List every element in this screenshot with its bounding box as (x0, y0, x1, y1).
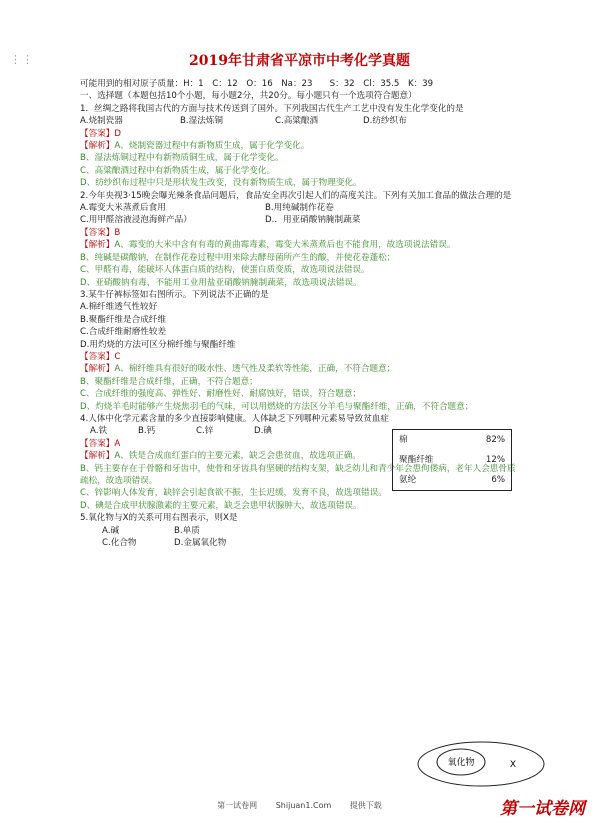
question-2-stem: 2.今年央视3·15晚会曝光辣条食品问题后，食品安全再次引起人们的高度关注。下列有关加工食品的做法合理的是 (80, 190, 512, 201)
analysis-line: B、纯碱是碳酸钠，在制作花卷过程中用来除去酵母菌所产生的酸，并使花卷蓬松； (80, 252, 396, 263)
question-2-analysis (80, 239, 520, 251)
question-2-options-row2 (80, 214, 520, 226)
table-row (393, 470, 512, 491)
question-5-stem: 5.氧化物与X的关系可用右图表示，则X是 (80, 513, 238, 524)
question-3-stem: 3.某牛仔裤标签如右图所示。下列说法不正确的是 (80, 289, 269, 300)
table-cell-name: 棉 (399, 435, 408, 445)
analysis-tag: 【解析】 (80, 451, 115, 462)
table-cell-pct: 82% (485, 435, 505, 445)
atomic-mass-line: 可能用到的相对原子质量：H：1 C：12 O：16 Na：23 S：32 Cl：35.5 K：39 (80, 79, 434, 89)
question-4-stem: 4.人体中化学元素含量的多少直接影响健康。人体缺乏下列哪种元素易导致贫血症 (80, 413, 389, 424)
footer-domain: Shijuan1.Com (275, 801, 332, 810)
option-d: D.碘 (254, 426, 272, 437)
analysis-line: D、亚硝酸钠有毒，不能用工业用盐亚硝酸钠腌制蔬菜，故选项说法错误。 (80, 277, 362, 288)
question-5-options-row2 (80, 537, 520, 549)
analysis-line: C、锌影响人体发育，缺锌会引起食欲不振，生长迟缓，发育不良，故选项错误。 (80, 488, 387, 499)
analysis-tag: 【解析】 (80, 240, 115, 251)
question-4-answer: 【答案】A (80, 438, 121, 449)
option-a: A.碱 (102, 525, 120, 536)
footer-provider: 提供下载 (349, 801, 382, 810)
analysis-line: A、烧制瓷器过程中有新物质生成，属于化学变化。 (114, 141, 310, 152)
option-b: B.聚酯纤维是合成纤维 (80, 314, 166, 325)
venn-outer-label: X (509, 760, 517, 770)
option-a: A.棉纤维透气性较好 (80, 302, 158, 313)
question-1-analysis (80, 140, 520, 152)
option-a: A.霉变大米蒸煮后食用 (80, 203, 166, 214)
section-heading: 一、选择题（本题包括10个小题，每小题2分，共20分。每小题只有一个选项符合题意） (80, 91, 417, 102)
analysis-line: B、聚酯纤维是合成纤维，正确，不符合题意； (80, 376, 258, 387)
analysis-line: C、甲醛有毒，能破坏人体蛋白质的结构，使蛋白质变质，故选项说法错误。 (80, 265, 370, 276)
question-2-options-row1 (80, 202, 520, 214)
option-a: A.烧制瓷器 (80, 116, 123, 127)
analysis-line: B、湿法炼铜过程中有新物质铜生成，属于化学变化。 (80, 153, 284, 164)
question-1-stem: 1．丝绸之路将我国古代的方面与技术传送到了国外。下列我国古代生产工艺中没有发生化学变化的是 (80, 103, 464, 114)
option-d: D.金属氧化物 (174, 538, 227, 549)
table-cell-pct: 6% (491, 475, 505, 485)
table-cell-name: 氨纶 (399, 475, 417, 485)
venn-diagram (416, 740, 546, 788)
option-d: D.．用亚硝酸钠腌制蔬菜 (265, 215, 361, 226)
option-b: B.湿法炼铜 (180, 116, 224, 127)
question-3-analysis (80, 363, 520, 375)
analysis-tag: 【解析】 (80, 364, 115, 375)
drag-handle-icon[interactable]: ⋮⋮ (10, 53, 34, 66)
analysis-line: A、棉纤维具有很好的吸水性、透气性及柔软等性能，正确，不符合题意； (114, 364, 396, 375)
option-b: B.钙 (138, 426, 156, 437)
analysis-line: C、高粱酿酒过程中有新物质生成，属于化学变化。 (80, 165, 276, 176)
option-c: C.高粱酿酒 (275, 116, 319, 127)
option-c: C.化合物 (102, 538, 137, 549)
option-b: B.用纯碱制作花卷 (265, 203, 334, 214)
option-c: C.合成纤维耐磨性较差 (80, 327, 167, 338)
analysis-line: D、灼烧羊毛时能够产生烧焦羽毛的气味，可以用燃烧的方法区分羊毛与聚酯纤维，正确，不符合题意； (80, 401, 474, 412)
question-2-answer: 【答案】B (80, 227, 121, 238)
option-d: D.纺纱织布 (363, 116, 407, 127)
table-row (393, 450, 512, 470)
fiber-composition-table (392, 429, 512, 491)
question-1-options (80, 115, 520, 127)
analysis-line: D、碘是合成甲状腺激素的主要元素，缺乏会患甲状腺肿大，故选项错误。 (80, 500, 362, 511)
option-a: A.铁 (90, 426, 108, 437)
option-d: D.用灼烧的方法可区分棉纤维与聚酯纤维 (80, 339, 236, 350)
table-row (393, 430, 512, 451)
analysis-line: A、铁是合成血红蛋白的主要元素，缺乏会患贫血，故选项正确。 (114, 451, 361, 462)
analysis-line: B、钙主要存在于骨骼和牙齿中，使骨和牙齿具有坚硬的结构支架，缺乏幼儿和青少年会患佝偻病，老年人会患骨质疏松，故选项错误。 (80, 463, 516, 486)
option-b: B.单质 (174, 525, 200, 536)
option-c: C.用甲醛溶液浸泡海鲜产品） (80, 215, 192, 226)
question-5-options-row1 (80, 525, 520, 537)
table-cell-pct: 12% (485, 455, 505, 465)
question-1-answer: 【答案】D (80, 128, 121, 139)
table-cell-name: 聚酯纤维 (399, 455, 434, 465)
site-logo: 第一试卷网 (500, 799, 585, 819)
analysis-line: D、纺纱织布过程中只是形状发生改变，没有新物质生成，属于物理变化。 (80, 178, 362, 189)
footer-site: 第一试卷网 (217, 801, 258, 810)
analysis-line: A、霉变的大米中含有有毒的黄曲霉毒素，霉变大米蒸煮后也不能食用，故选项说法错误。 (114, 240, 456, 251)
option-c: C.锌 (196, 426, 214, 437)
analysis-line: C、合成纤维的强度高、弹性好、耐磨性好、耐腐蚀好，错误，符合题意； (80, 389, 362, 400)
analysis-tag: 【解析】 (80, 141, 115, 152)
page-title: 2019年甘肃省平凉市中考化学真题 (189, 53, 410, 69)
question-3-answer: 【答案】C (80, 351, 121, 362)
venn-inner-label: 氧化物 (447, 758, 475, 768)
